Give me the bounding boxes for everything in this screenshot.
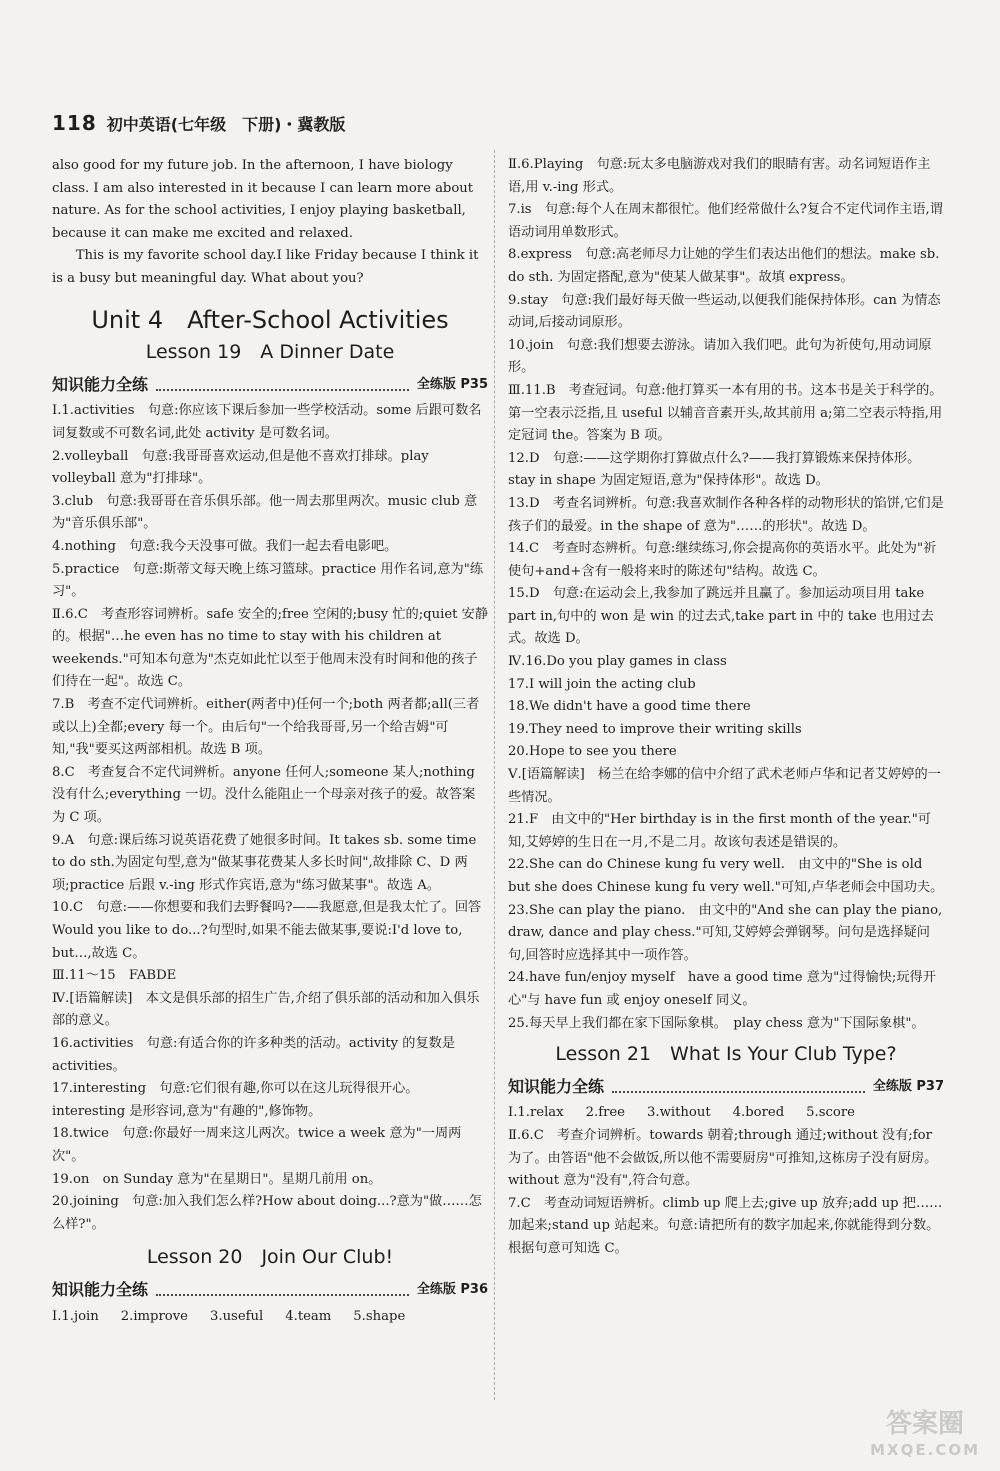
answer-entry: 15.D 句意:在运动会上,我参加了跳远并且赢了。参加运动项目用 take part in,句中的 won 是 win 的过去式,take part in 中的 take 也用过去式。故选 D。 bbox=[508, 586, 934, 647]
answer-item: 4.team bbox=[285, 1308, 332, 1324]
answer-entry: 17.I will join the acting club bbox=[508, 676, 696, 692]
answer-item: 2.free bbox=[585, 1105, 625, 1121]
lesson-20-title: Lesson 20 Join Our Club! bbox=[146, 1246, 394, 1269]
answer-entry: 18.We didn't have a good time there bbox=[508, 699, 751, 715]
lesson-21-title: Lesson 21 What Is Your Club Type? bbox=[555, 1043, 897, 1066]
watermark-logo bbox=[870, 1411, 980, 1463]
book-title: 初中英语(七年级 下册)・冀教版 bbox=[106, 114, 346, 134]
answer-entry: Ⅴ.[语篇解读] 杨兰在给李娜的信中介绍了武术老师卢华和记者艾婷婷的一些情况。 bbox=[508, 767, 941, 805]
page-header bbox=[52, 108, 345, 138]
answer-entry: 7.B 考查不定代词辨析。either(两者中)任何一个;both 两者都;all(三者或以上)全都;every 每一个。由后句"一个给我哥哥,另一个给吉姆"可知,"我"要买这两部相机。故选 B 项。 bbox=[52, 697, 480, 758]
answer-entry: Ⅳ.16.Do you play games in class bbox=[508, 654, 727, 670]
section-title: 知识能力全练 bbox=[52, 374, 149, 394]
right-column bbox=[508, 154, 944, 1261]
intro-paragraph-2: This is my favorite school day.I like Friday because I think it is a busy but meaningful day. What about you? bbox=[52, 248, 479, 286]
answer-entry: 9.stay 句意:我们最好每天做一些运动,以便我们能保持体形。can 为情态动词,后接动词原形。 bbox=[508, 292, 941, 331]
answer-entry: 8.C 考查复合不定代词辨析。anyone 任何人;someone 某人;nothing 没有什么;everything 一切。没什么能阻止一个母亲对孩子的爱。故答案为 C 项。 bbox=[52, 764, 476, 826]
answer-entry: Ⅰ.1.activities 句意:你应该下课后参加一些学校活动。some 后跟可数名词复数或不可数名词,此处 activity 是可数名词。 bbox=[52, 403, 482, 441]
answer-item: Ⅰ.1.join bbox=[52, 1308, 99, 1324]
answer-item: 5.score bbox=[806, 1105, 855, 1121]
answer-entry: 2.volleyball 句意:我哥哥喜欢运动,但是他不喜欢打排球。play volleyball 意为"打排球"。 bbox=[52, 448, 429, 487]
lesson-20-section-bar bbox=[52, 1279, 488, 1302]
answer-entry: 4.nothing 句意:我今天没事可做。我们一起去看电影吧。 bbox=[52, 538, 398, 554]
page-number: 118 bbox=[52, 111, 97, 135]
answer-item: 3.useful bbox=[209, 1308, 264, 1324]
watermark-url: MXQE.COM bbox=[870, 1441, 980, 1459]
unit-title: Unit 4 After-School Activities bbox=[91, 305, 449, 334]
answer-entry: 23.She can play the piano. 由文中的"And she can play the piano, draw, dance and play chess."可知,艾婷婷会弹钢琴。问句是选择疑问句,回答时应选择其中一项作答。 bbox=[508, 902, 943, 963]
answer-entry: 10.C 句意:——你想要和我们去野餐吗?——我愿意,但是我太忙了。回答 Would you like to do...?句型时,如果不能去做某事,要说:I'd love to, but…,故选 C。 bbox=[52, 900, 482, 961]
answer-item: 4.bored bbox=[732, 1105, 785, 1121]
answer-entry: 3.club 句意:我哥哥在音乐俱乐部。他一周去那里两次。music club 意为"音乐俱乐部"。 bbox=[52, 493, 478, 532]
lesson-20-answers bbox=[508, 154, 944, 1035]
answer-entry: 24.have fun/enjoy myself have a good time 意为"过得愉快;玩得开心"与 have fun 或 enjoy oneself 同义。 bbox=[508, 970, 936, 1008]
answer-entry: 25.每天早上我们都在家下国际象棋。 play chess 意为"下国际象棋"。 bbox=[508, 1015, 925, 1031]
intro-paragraph-1: also good for my future job. In the afternoon, I have biology class. I am also interested in it because I can learn more about nature. As for the school activities, I enjoy playing basketball, because it can make me excited and relaxed. bbox=[52, 158, 474, 241]
lesson-20-row bbox=[52, 1306, 488, 1329]
lesson-19-answers bbox=[52, 400, 488, 1236]
answer-entry: Ⅳ.[语篇解读] 本文是俱乐部的招生广告,介绍了俱乐部的活动和加入俱乐部的意义。 bbox=[52, 990, 480, 1029]
answer-item: 2.improve bbox=[120, 1308, 188, 1324]
answer-item: 3.without bbox=[647, 1105, 711, 1121]
answer-entry: 5.practice 句意:斯蒂文每天晚上练习篮球。practice 用作名词,意为"练习"。 bbox=[52, 561, 483, 600]
answer-entry: 8.express 句意:高老师尽力让她的学生们表达出他们的想法。make sb. do sth. 为固定搭配,意为"使某人做某事"。故填 express。 bbox=[508, 247, 940, 285]
section-title: 知识能力全练 bbox=[52, 1279, 149, 1299]
leader-dots bbox=[156, 1284, 409, 1296]
left-column bbox=[52, 155, 488, 1328]
answer-item: 5.shape bbox=[353, 1308, 406, 1324]
column-divider bbox=[494, 150, 496, 1400]
section-ref: 全练版 P35 bbox=[416, 376, 488, 392]
lesson-21-section-bar bbox=[508, 1076, 944, 1099]
lesson-19-title: Lesson 19 A Dinner Date bbox=[145, 341, 395, 364]
answer-entry: 22.She can do Chinese kung fu very well. 由文中的"She is old but she does Chinese kung fu very well."可知,卢华老师会中国功夫。 bbox=[508, 857, 944, 895]
answer-entry: 9.A 句意:课后练习说英语花费了她很多时间。It takes sb. some time to do sth.为固定句型,意为"做某事花费某人多长时间",故排除 C、D 两项;practice 后跟 v.-ing 形式作宾语,意为"练习做某事"。故选 A。 bbox=[52, 832, 477, 893]
answer-entry: Ⅱ.6.C 考查形容词辨析。safe 安全的;free 空闲的;busy 忙的;quiet 安静的。根据"…he even has no time to stay with his children at weekends."可知本句意为"杰克如此忙以至于他周末没有时间和他的孩子们待在一起"。故选 C。 bbox=[52, 606, 489, 690]
answer-entry: Ⅱ.6.Playing 句意:玩太多电脑游戏对我们的眼睛有害。动名词短语作主语,用 v.-ing 形式。 bbox=[508, 157, 931, 195]
answer-entry: 21.F 由文中的"Her birthday is in the first month of the year."可知,艾婷婷的生日在一月,不是二月。故该句表述是错误的。 bbox=[508, 812, 931, 850]
answer-entry: 7.is 句意:每个人在周末都很忙。他们经常做什么?复合不定代词作主语,谓语动词用单数形式。 bbox=[508, 202, 943, 240]
answer-entry: 13.D 考查名词辨析。句意:我喜欢制作各种各样的动物形状的馅饼,它们是孩子们的最爱。in the shape of 意为"……的形状"。故选 D。 bbox=[508, 495, 944, 534]
leader-dots bbox=[156, 379, 409, 391]
answer-entry: 18.twice 句意:你最好一周来这儿两次。twice a week 意为"一周两次"。 bbox=[52, 1126, 462, 1164]
answer-item: Ⅰ.1.relax bbox=[508, 1105, 564, 1121]
lesson-21-row bbox=[508, 1102, 944, 1125]
answer-entry: 19.They need to improve their writing skills bbox=[508, 721, 802, 737]
answer-entry: 20.Hope to see you there bbox=[508, 744, 677, 760]
answer-entry: Ⅱ.6.C 考查介词辨析。towards 朝着;through 通过;without 没有;for 为了。由答语"他不会做饭,所以他不需要厨房"可推知,这栋房子没有厨房。without 意为"没有",符合句意。 bbox=[508, 1127, 938, 1189]
answer-entry: 19.on on Sunday 意为"在星期日"。星期几前用 on。 bbox=[52, 1171, 382, 1187]
lesson-21-answers bbox=[508, 1125, 944, 1261]
answer-entry: 16.activities 句意:有适合你的许多种类的活动。activity 的复数是 activities。 bbox=[52, 1035, 456, 1074]
answer-entry: 7.C 考查动词短语辨析。climb up 爬上去;give up 放弃;add up 把……加起来;stand up 站起来。句意:请把所有的数字加起来,你就能得到分数。根据句意可知选 C。 bbox=[508, 1195, 943, 1256]
answer-entry: 14.C 考查时态辨析。句意:继续练习,你会提高你的英语水平。此处为"祈使句+and+含有一般将来时的陈述句"结构。故选 C。 bbox=[508, 541, 937, 579]
section-ref: 全练版 P36 bbox=[416, 1281, 488, 1297]
section-ref: 全练版 P37 bbox=[872, 1078, 944, 1094]
answer-entry: 10.join 句意:我们想要去游泳。请加入我们吧。此句为祈使句,用动词原形。 bbox=[508, 337, 932, 376]
answer-entry: 20.joining 句意:加入我们怎么样?How about doing...?意为"做……怎么样?"。 bbox=[52, 1194, 482, 1232]
section-title: 知识能力全练 bbox=[508, 1076, 605, 1096]
leader-dots bbox=[612, 1081, 865, 1093]
answer-entry: 17.interesting 句意:它们很有趣,你可以在这儿玩得很开心。interesting 是形容词,意为"有趣的",修饰物。 bbox=[52, 1081, 419, 1119]
answer-entry: 12.D 句意:——这学期你打算做点什么?——我打算锻炼来保持体形。stay in shape 为固定短语,意为"保持体形"。故选 D。 bbox=[508, 450, 921, 489]
answer-entry: Ⅲ.11～15 FABDE bbox=[52, 968, 177, 984]
lesson-19-section-bar bbox=[52, 374, 488, 397]
answer-entry: Ⅲ.11.B 考查冠词。句意:他打算买一本有用的书。这本书是关于科学的。第一空表示泛指,且 useful 以辅音音素开头,故其前用 a;第二空表示特指,用定冠词 the。答案为 B 项。 bbox=[508, 382, 943, 444]
watermark-text: 答案圈 bbox=[886, 1409, 965, 1439]
